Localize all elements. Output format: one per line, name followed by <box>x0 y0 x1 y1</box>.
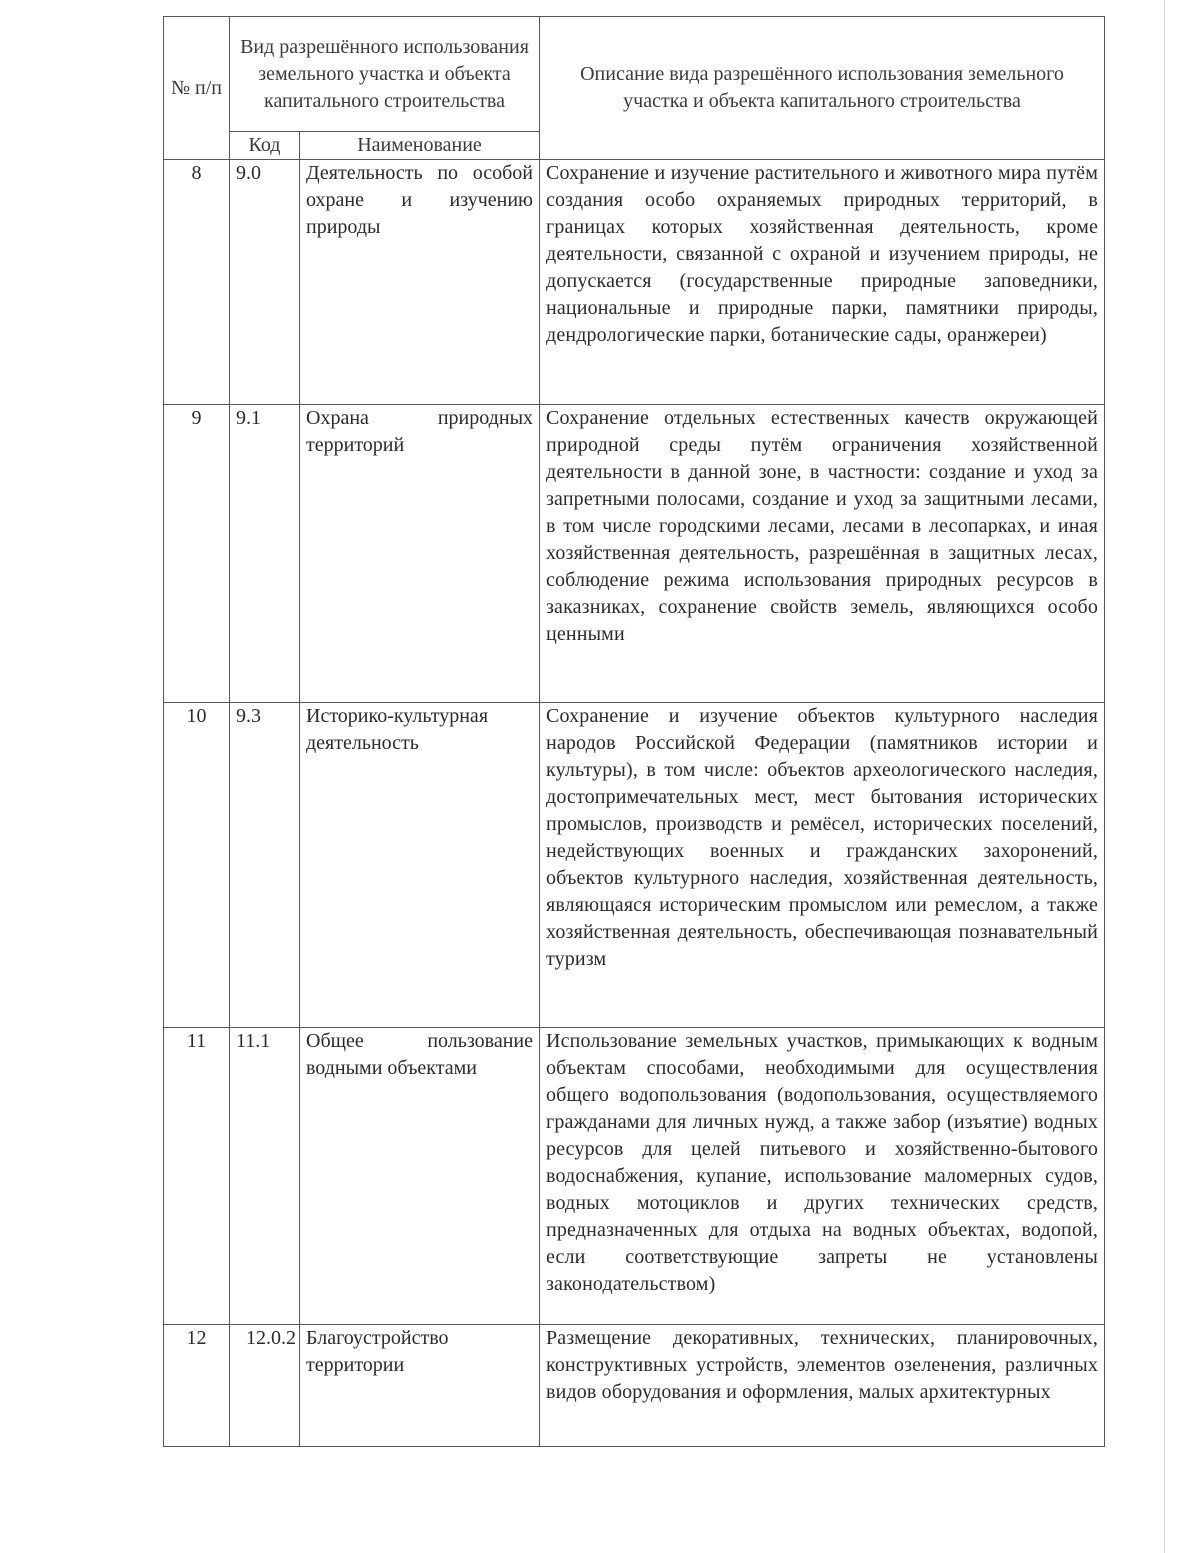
table-row <box>164 703 1105 1028</box>
row-num: 8 <box>164 160 230 405</box>
table-row <box>164 1028 1105 1325</box>
row-code: 9.3 <box>230 703 300 1028</box>
land-use-table <box>163 16 1105 1447</box>
row-num: 11 <box>164 1028 230 1325</box>
table-row <box>164 1325 1105 1447</box>
row-num: 9 <box>164 405 230 703</box>
header-num: № п/п <box>164 17 230 160</box>
header-code: Код <box>230 132 300 160</box>
row-code: 11.1 <box>230 1028 300 1325</box>
row-name: Общее пользование водными объектами <box>300 1028 540 1325</box>
header-land-use-type: Вид разрешённого использования земельного участка и объекта капитального строительства <box>230 17 540 132</box>
row-code: 12.0.2 <box>230 1325 300 1447</box>
header-description: Описание вида разрешённого использования земельного участка и объекта капитального строительства <box>540 17 1105 160</box>
row-num: 10 <box>164 703 230 1028</box>
row-name: Деятельность по особой охране и изучению природы <box>300 160 540 405</box>
header-name: Наименование <box>300 132 540 160</box>
row-num: 12 <box>164 1325 230 1447</box>
row-name: Историко-культурная деятельность <box>300 703 540 1028</box>
row-name: Благоустройство территории <box>300 1325 540 1447</box>
row-description: Использование земельных участков, примыкающих к водным объектам способами, необходимыми для осуществления общего водопользования (водопользования, осуществляемого гражданами для личных нужд, а также забор (изъятие) водных ресурсов для целей питьевого и хозяйственно-бытового водоснабжения, купание, использование маломерных судов, водных мотоциклов и других технических средств, предназначенных для отдыха на водных объектах, водопой, если соответствующие запреты не установлены законодательством) <box>540 1028 1105 1325</box>
row-code: 9.1 <box>230 405 300 703</box>
row-description: Сохранение и изучение объектов культурного наследия народов Российской Федерации (памятников истории и культуры), в том числе: объектов археологического наследия, достопримечательных мест, мест бытования исторических промыслов, производств и ремёсел, исторических поселений, недействующих военных и гражданских захоронений, объектов культурного наследия, хозяйственная деятельность, являющаяся историческим промыслом или ремеслом, а также хозяйственная деятельность, обеспечивающая познавательный туризм <box>540 703 1105 1028</box>
row-description: Сохранение и изучение растительного и животного мира путём создания особо охраняемых природных территорий, в границах которых хозяйственная деятельность, кроме деятельности, связанной с охраной и изучением природы, не допускается (государственные природные заповедники, национальные и природные парки, памятники природы, дендрологические парки, ботанические сады, оранжереи) <box>540 160 1105 405</box>
table-row <box>164 160 1105 405</box>
table-row <box>164 405 1105 703</box>
page-edge-line <box>1164 0 1165 1553</box>
row-code: 9.0 <box>230 160 300 405</box>
row-description: Размещение декоративных, технических, планировочных, конструктивных устройств, элементов озеленения, различных видов оборудования и оформления, малых архитектурных <box>540 1325 1105 1447</box>
row-description: Сохранение отдельных естественных качеств окружающей природной среды путём ограничения хозяйственной деятельности в данной зоне, в частности: создание и уход за запретными полосами, создание и уход за защитными лесами, в том числе городскими лесами, лесами в лесопарках, и иная хозяйственная деятельность, разрешённая в защитных лесах, соблюдение режима использования природных ресурсов в заказниках, сохранение свойств земель, являющихся особо ценными <box>540 405 1105 703</box>
row-name: Охрана природных территорий <box>300 405 540 703</box>
